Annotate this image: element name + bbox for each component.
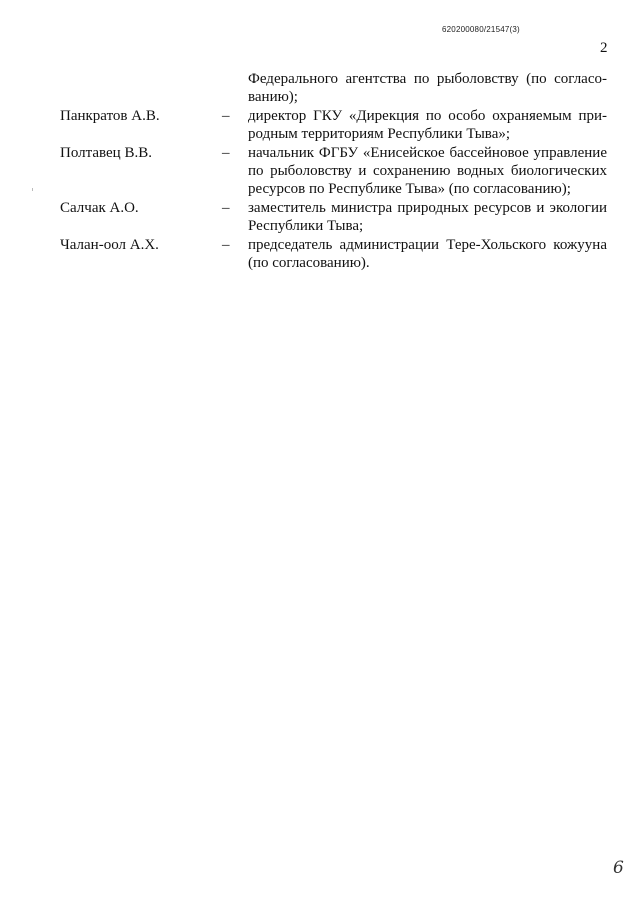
continuation-row (0, 70, 640, 106)
handwritten-page-mark: 6 (613, 858, 624, 878)
member-role: директор ГКУ «Дирекция по особо охраняемым при-родным территориям Республики Тыва»; (248, 108, 607, 142)
member-dash: – (222, 145, 230, 161)
member-row (0, 236, 640, 272)
member-role: председатель администрации Тере-Хольского кожууна (по согласованию). (248, 237, 607, 271)
document-code: 620200080/21547(3) (442, 25, 520, 34)
member-name: Чалан-оол А.Х. (60, 237, 159, 253)
member-dash: – (222, 108, 230, 124)
member-row (0, 107, 640, 143)
member-name: Полтавец В.В. (60, 145, 152, 161)
member-role: заместитель министра природных ресурсов и экологии Республики Тыва; (248, 200, 607, 234)
member-name: Салчак А.О. (60, 200, 139, 216)
page-number: 2 (600, 40, 608, 56)
commission-roster (0, 70, 640, 272)
member-dash: – (222, 200, 230, 216)
member-name: Панкратов А.В. (60, 108, 160, 124)
member-row (0, 144, 640, 198)
member-dash: – (222, 237, 230, 253)
member-role: начальник ФГБУ «Енисейское бассейновое управление по рыболовству и сохранению водных биологических ресурсов по Республике Тыва» (по согласованию); (248, 145, 607, 197)
member-row (0, 199, 640, 235)
continuation-text: Федерального агентства по рыболовству (по согласо-ванию); (248, 71, 607, 105)
